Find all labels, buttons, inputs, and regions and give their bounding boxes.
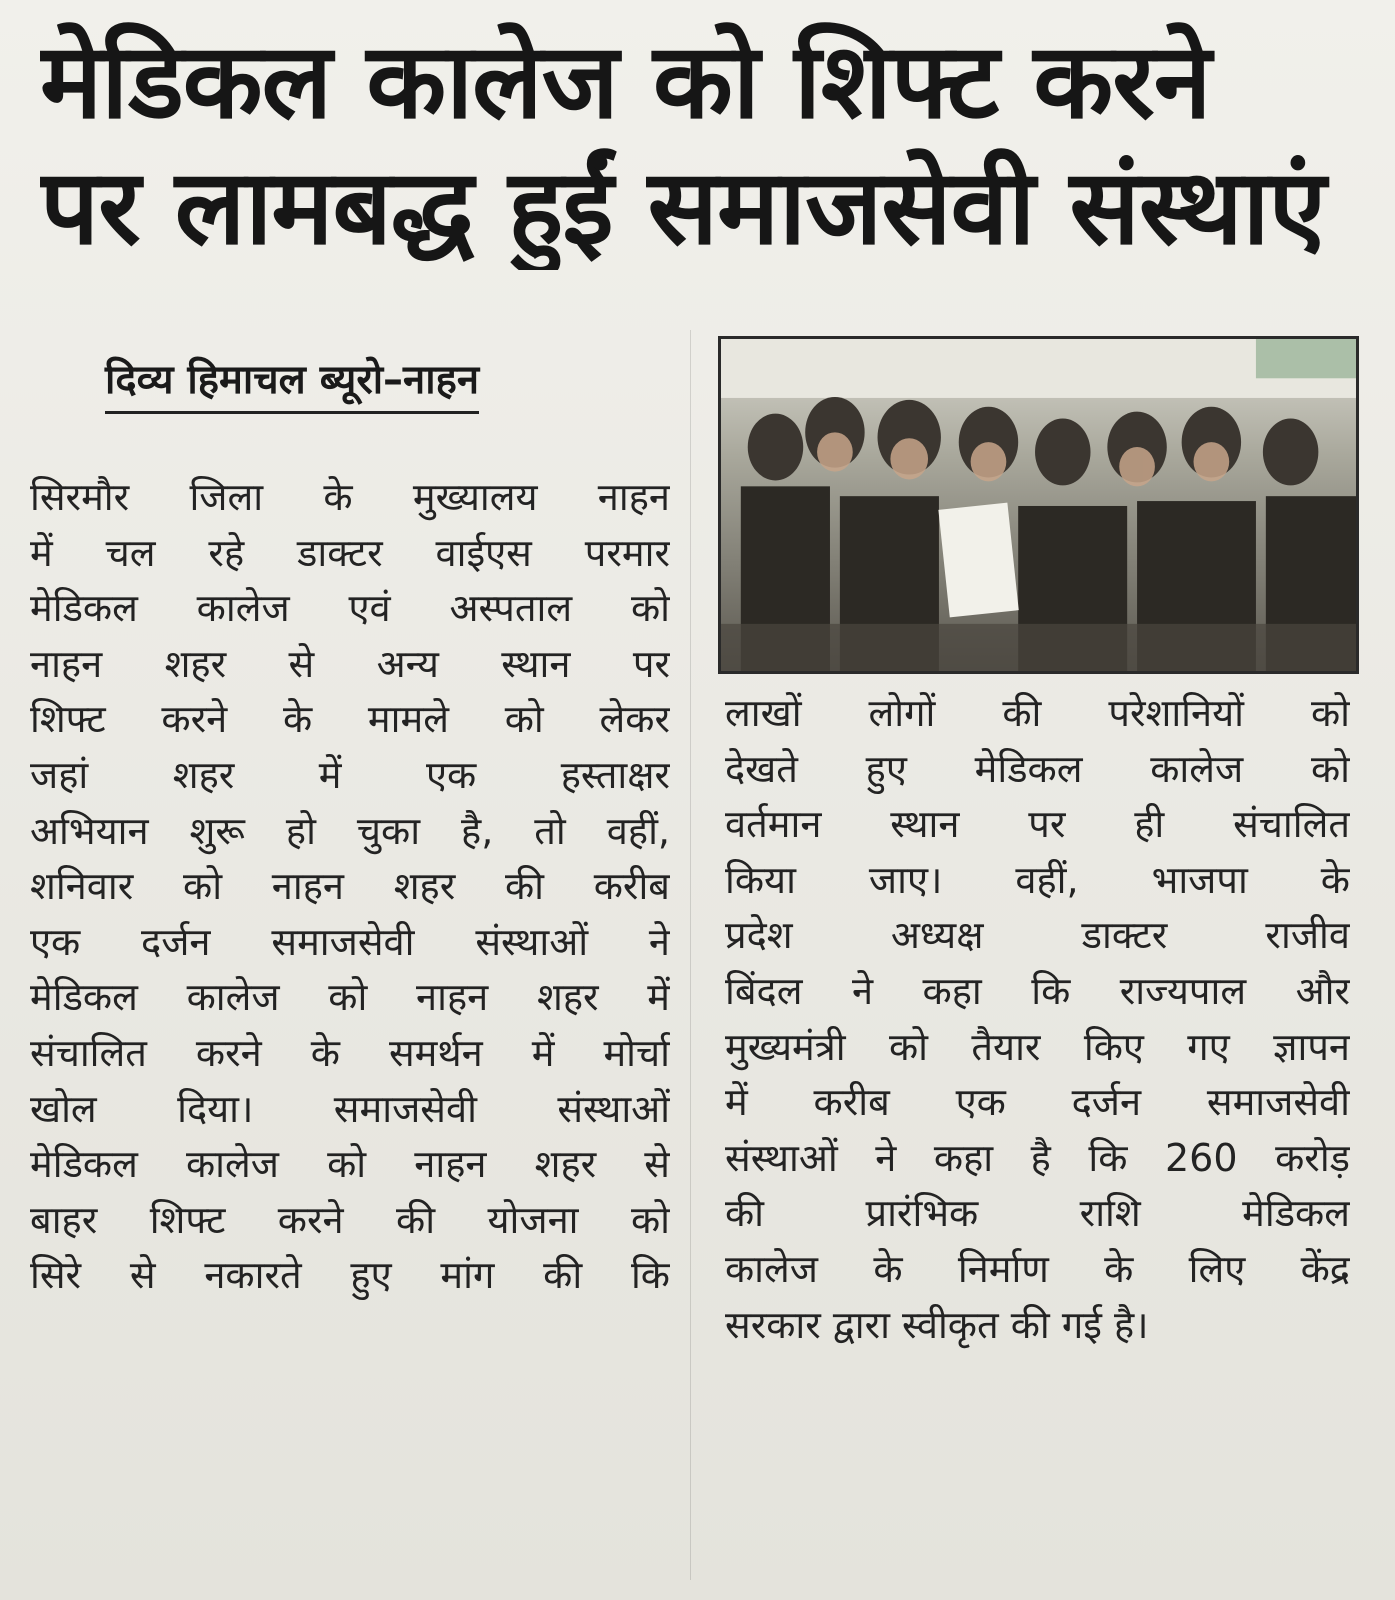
article-line: बाहर शिफ्ट करने की योजना को [30,1197,670,1242]
article-line: एक दर्जन समाजसेवी संस्थाओं ने [30,919,670,964]
article-column-left [30,470,670,1304]
article-line: शनिवार को नाहन शहर की करीब [30,864,670,909]
article-line: वर्तमान स्थान पर ही संचालित [725,802,1350,847]
headline-line-1: मेडिकल कालेज को शिफ्ट करने [40,20,1211,142]
article-line: शिफ्ट करने के मामले को लेकर [30,697,670,742]
article-line: खोल दिया। समाजसेवी संस्थाओं [30,1086,670,1131]
article-line: मेडिकल कालेज एवं अस्पताल को [30,586,670,631]
article-line: सिरमौर जिला के मुख्यालय नाहन [30,475,670,519]
article-line: जहां शहर में एक हस्ताक्षर [30,752,670,797]
news-photo [718,336,1359,674]
article-line: अभियान शुरू हो चुका है, तो वहीं, [30,808,670,853]
column-divider [690,330,691,1580]
article-line: मुख्यमंत्री को तैयार किए गए ज्ञापन [725,1024,1350,1069]
article-line: बिंदल ने कहा कि राज्यपाल और [725,968,1350,1013]
article-line: संचालित करने के समर्थन में मोर्चा [30,1030,670,1075]
article-line: देखते हुए मेडिकल कालेज को [725,746,1350,791]
article-line: में करीब एक दर्जन समाजसेवी [725,1080,1350,1125]
article-line: प्रदेश अध्यक्ष डाक्टर राजीव [725,913,1350,958]
article-line: किया जाए। वहीं, भाजपा के [725,857,1350,902]
article-line: कालेज के निर्माण के लिए केंद्र [725,1246,1350,1291]
news-photo-image [721,339,1356,671]
article-column-right [725,686,1350,1353]
article-line: संस्थाओं ने कहा है कि 260 करोड़ [725,1135,1350,1180]
headline-line-2: पर लामबद्ध हुईं समाजसेवी संस्थाएं [40,146,1326,268]
article-line: सरकार द्वारा स्वीकृत की गई है। [725,1302,1149,1347]
article-line: नाहन शहर से अन्य स्थान पर [30,641,670,686]
article-line: में चल रहे डाक्टर वाईएस परमार [30,530,670,575]
byline: दिव्य हिमाचल ब्यूरो–नाहन [105,350,479,414]
article-line: मेडिकल कालेज को नाहन शहर में [30,975,670,1020]
article-line: सिरे से नकारते हुए मांग की कि [30,1253,670,1298]
article-line: लाखों लोगों की परेशानियों को [725,691,1350,735]
article-line: की प्रारंभिक राशि मेडिकल [725,1191,1350,1236]
article-line: मेडिकल कालेज को नाहन शहर से [30,1142,670,1187]
headline [40,18,1370,270]
